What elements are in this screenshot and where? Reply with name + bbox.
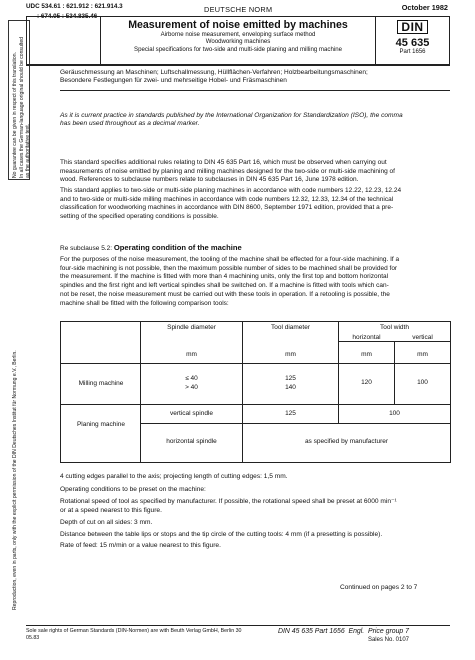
- footer-right: [278, 628, 409, 645]
- header-unit: mm: [285, 351, 296, 358]
- planing-vertical-spindle: vertical spindle: [170, 410, 213, 417]
- sales-number: Sales No. 0107: [367, 637, 409, 644]
- german-title-divider: [60, 90, 450, 91]
- planing-horizontal-value: as specified by manufacturer: [304, 438, 389, 445]
- section-prefix: Re subclause 5.2:: [60, 245, 113, 252]
- text-line: This standard specifies additional rules relating to DIN 45 635 Part 16, which must be observed when carrying out: [60, 159, 387, 166]
- milling-tool-1: 125: [285, 375, 296, 382]
- note-line: or at a speed nearest to this figure.: [60, 506, 162, 514]
- milling-spindle-1: ≤ 40: [185, 375, 198, 382]
- iso-note: [60, 112, 452, 129]
- text-line: four-side machining is not possible, then the maximum possible number of sides to be machined shall be provided for: [60, 264, 398, 272]
- udc-line1: UDC 534.61 : 621.912 : 621.914.3: [26, 3, 123, 10]
- operating-condition-paragraph: [60, 256, 454, 308]
- note-line: Depth of cut on all sides: 3 mm.: [60, 518, 153, 526]
- planing-horizontal-spindle: horizontal spindle: [166, 438, 217, 445]
- note-line: Rotational speed of tool as specified by manufacturer. If possible, the rotational speed shall be preset at 6000 min⁻¹: [60, 497, 397, 505]
- title-box: [100, 16, 376, 65]
- footer-divider: [26, 625, 450, 626]
- header-tool-diameter: Tool diameter: [270, 324, 311, 331]
- footer-din-ref: DIN 45 635 Part 1656 Engl. Price group 7: [278, 628, 409, 635]
- milling-spindle-2: > 40: [185, 384, 198, 391]
- publication-date: October 1982: [401, 3, 448, 12]
- translation-disclaimer-line2: In all cases the German-language original should be consulted: [19, 36, 25, 178]
- footer-date-code: 05.83: [26, 635, 40, 641]
- translation-disclaimer-line3: as the authoritative text.: [25, 123, 31, 178]
- header-divider: [26, 65, 450, 66]
- iso-note-line: As it is current practice in standards published by the International Organization for Standardization (ISO), the comma: [60, 112, 403, 119]
- planing-vertical-tool: 125: [285, 410, 296, 417]
- milling-horizontal: 120: [361, 379, 372, 386]
- footer-left: [26, 628, 242, 642]
- section-title: Operating condition of the machine: [113, 243, 242, 252]
- note-line: 4 cutting edges parallel to the axis; projecting length of cutting edges: 1,5 mm.: [60, 473, 288, 480]
- scope-paragraph: [60, 159, 454, 185]
- text-line: wood. References to subclause numbers relate to subclauses in DIN 45 635 Part 16, June 1978 edition.: [60, 176, 359, 184]
- din-number: 45 635: [395, 37, 430, 49]
- note-line: Rate of feed: 15 m/min or a value nearest to this figure.: [60, 542, 221, 550]
- text-line: For the purposes of the noise measurement, the tooling of the machine shall be effected for a four-side machining. If a: [60, 256, 400, 263]
- deutsche-norm-label: DEUTSCHE NORM: [204, 5, 273, 14]
- continued-note: Continued on pages 2 to 7: [340, 584, 418, 591]
- milling-vertical: 100: [417, 379, 428, 386]
- subtitle-2: Woodworking machines: [205, 38, 271, 46]
- text-line: machine shall be fitted with the following comparison tools:: [60, 299, 229, 307]
- din-part: Part 1656: [399, 49, 426, 55]
- note-line: Operating conditions to be preset on the machine:: [60, 485, 206, 493]
- header-horizontal: horizontal: [352, 334, 381, 341]
- milling-tool-2: 140: [285, 384, 296, 391]
- header-unit: mm: [417, 351, 428, 358]
- iso-note-line: has been used throughout as a decimal marker.: [60, 120, 200, 128]
- comparison-tools-table: [60, 321, 451, 463]
- sale-rights: Sole sale rights of German Standards (DIN-Normen) are with Beuth Verlag GmbH, Berlin 30: [26, 628, 242, 634]
- subtitle-1: Airborne noise measurement, enveloping surface method: [160, 31, 316, 38]
- application-paragraph: [60, 187, 454, 222]
- reproduction-notice: Reproduction, even in parts, only with the explicit permission of the DIN Deutsches Institut für Normung e.V., Berlin.: [12, 350, 18, 610]
- subtitle-3: Special specifications for two-side and multi-side planing and milling machine: [134, 45, 342, 53]
- header-tool-width: Tool width: [380, 324, 409, 331]
- udc-line2: : 674.05 : 534.835.46: [37, 13, 98, 20]
- row-label-planing: Planing machine: [76, 421, 126, 428]
- text-line: This standard applies to two-side or multi-side planing machines in accordance with code numbers 12.22, 12.23, 12.24: [60, 187, 402, 194]
- text-line: spindles and the first right and left vertical spindles shall be switched on. If a machine is fitted with tools which can-: [60, 282, 389, 290]
- header-left-box: [26, 16, 100, 65]
- german-title-line: Geräuschmessung an Maschinen; Luftschallmessung, Hüllflächen-Verfahren; Holzbearbeitungsmaschinen;: [60, 69, 368, 76]
- text-line: the measurement. If the machine is fitted with more than 4 machining units, only the first top and bottom horizontal: [60, 273, 389, 281]
- german-title-line: Besondere Festlegungen für zwei- und mehrseitige Hobel- und Fräsmaschinen: [60, 77, 287, 85]
- translation-disclaimer-line1: No guarantee can be given in respect of this translation.: [12, 51, 18, 178]
- text-line: setting of the specified operating conditions is possible.: [60, 213, 219, 221]
- text-line: classification for woodworking machines in accordance with DIN 8600, September 1971 edition, provided that a pre-: [60, 204, 394, 212]
- header-top: [26, 3, 450, 20]
- header-vertical: vertical: [412, 334, 433, 341]
- planing-vertical-width: 100: [389, 410, 400, 417]
- din-number-box: [376, 16, 450, 65]
- section-heading: [60, 243, 242, 252]
- text-line: not be reset, the noise measurement must be carried out with these tools in operation. If a retooling is possible, the: [60, 290, 390, 298]
- row-label-milling: Milling machine: [78, 380, 124, 387]
- operating-notes: [60, 473, 454, 551]
- header-unit: mm: [361, 351, 372, 358]
- din-logo: DIN: [397, 20, 427, 34]
- text-line: and to two-side or multi-side milling machines in accordance with code numbers 12.32, 12.33, 12.34 of the technical: [60, 195, 394, 203]
- note-line: Distance between the table lips or stops and the tip circle of the cutting tools: 4 mm (if a presetting is possible).: [60, 530, 383, 538]
- text-line: measurements of noise emitted by planing and milling machines designed for the two-side or multi-side machining of: [60, 167, 395, 175]
- german-title: [60, 69, 450, 86]
- document-title: Measurement of noise emitted by machines: [128, 19, 348, 31]
- header-unit: mm: [186, 351, 197, 358]
- header-spindle-diameter: Spindle diameter: [167, 324, 216, 331]
